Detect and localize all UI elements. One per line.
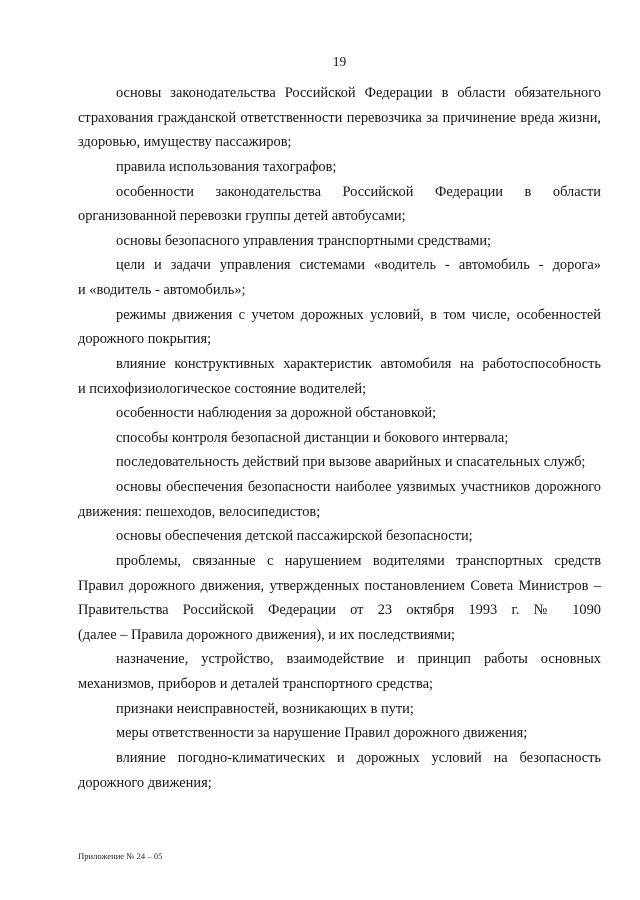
paragraph bbox=[78, 721, 601, 746]
text-line: здоровью, имуществу пассажиров; bbox=[78, 134, 292, 151]
text-line: движения: пешеходов, велосипедистов; bbox=[78, 503, 321, 520]
text-line: влияние конструктивных характеристик автомобиля на работоспособность bbox=[116, 355, 601, 372]
text-line: и «водитель - автомобиль»; bbox=[78, 282, 246, 298]
paragraph bbox=[78, 155, 601, 180]
page-number: 19 bbox=[332, 54, 347, 69]
text-line: страхования гражданской ответственности перевозчика за причинение вреда жизни, bbox=[78, 109, 601, 126]
text-line: дорожного покрытия; bbox=[78, 331, 212, 348]
paragraph bbox=[78, 746, 601, 795]
text-line: способы контроля безопасной дистанции и бокового интервала; bbox=[116, 429, 509, 446]
paragraph bbox=[78, 352, 601, 401]
text-line: влияние погодно-климатических и дорожных условий на безопасность bbox=[116, 749, 601, 766]
text-line: последовательность действий при вызове аварийных и спасательных служб; bbox=[116, 454, 586, 471]
text-line: меры ответственности за нарушение Правил дорожного движения; bbox=[116, 725, 528, 742]
text-line: дорожного движения; bbox=[78, 774, 212, 791]
paragraph bbox=[78, 450, 601, 475]
paragraph bbox=[78, 524, 601, 549]
body-text bbox=[78, 81, 601, 795]
paragraph bbox=[78, 426, 601, 451]
paragraph bbox=[78, 81, 601, 155]
text-line: основы обеспечения безопасности наиболее уязвимых участников дорожного bbox=[116, 479, 601, 495]
paragraph bbox=[78, 549, 601, 648]
footer-note: Приложение № 24 – 05 bbox=[78, 851, 163, 861]
paragraph bbox=[78, 647, 601, 696]
text-line: особенности наблюдения за дорожной обстановкой; bbox=[116, 405, 437, 422]
paragraph bbox=[78, 401, 601, 426]
text-line: цели и задачи управления системами «водитель - автомобиль - дорога» bbox=[116, 257, 601, 274]
text-line: основы безопасного управления транспортными средствами; bbox=[116, 232, 492, 249]
text-line: правила использования тахографов; bbox=[116, 158, 337, 175]
text-line: организованной перевозки группы детей автобусами; bbox=[78, 208, 406, 225]
text-line: проблемы, связанные с нарушением водителями транспортных средств bbox=[116, 552, 601, 569]
text-line: механизмов, приборов и деталей транспортного средства; bbox=[78, 676, 433, 692]
text-line: режимы движения с учетом дорожных условий, в том числе, особенностей bbox=[116, 306, 601, 323]
text-line: Правил дорожного движения, утвержденных постановлением Совета Министров – bbox=[78, 577, 601, 594]
text-line: Правительства Российской Федерации от 23 октября 1993 г. № 1090 bbox=[78, 602, 601, 619]
text-line: (далее – Правила дорожного движения), и их последствиями; bbox=[78, 626, 456, 643]
text-line: основы обеспечения детской пассажирской безопасности; bbox=[116, 528, 473, 545]
paragraph bbox=[78, 697, 601, 722]
paragraph bbox=[78, 475, 601, 524]
text-line: особенности законодательства Российской Федерации в области bbox=[116, 183, 601, 200]
paragraph bbox=[78, 253, 601, 302]
text-line: назначение, устройство, взаимодействие и принцип работы основных bbox=[116, 651, 601, 668]
paragraph bbox=[78, 229, 601, 254]
text-line: и психофизиологическое состояние водителей; bbox=[78, 380, 367, 397]
text-line: основы законодательства Российской Федерации в области обязательного bbox=[116, 85, 601, 101]
paragraph bbox=[78, 180, 601, 229]
paragraph bbox=[78, 303, 601, 352]
text-line: признаки неисправностей, возникающих в пути; bbox=[116, 700, 414, 717]
